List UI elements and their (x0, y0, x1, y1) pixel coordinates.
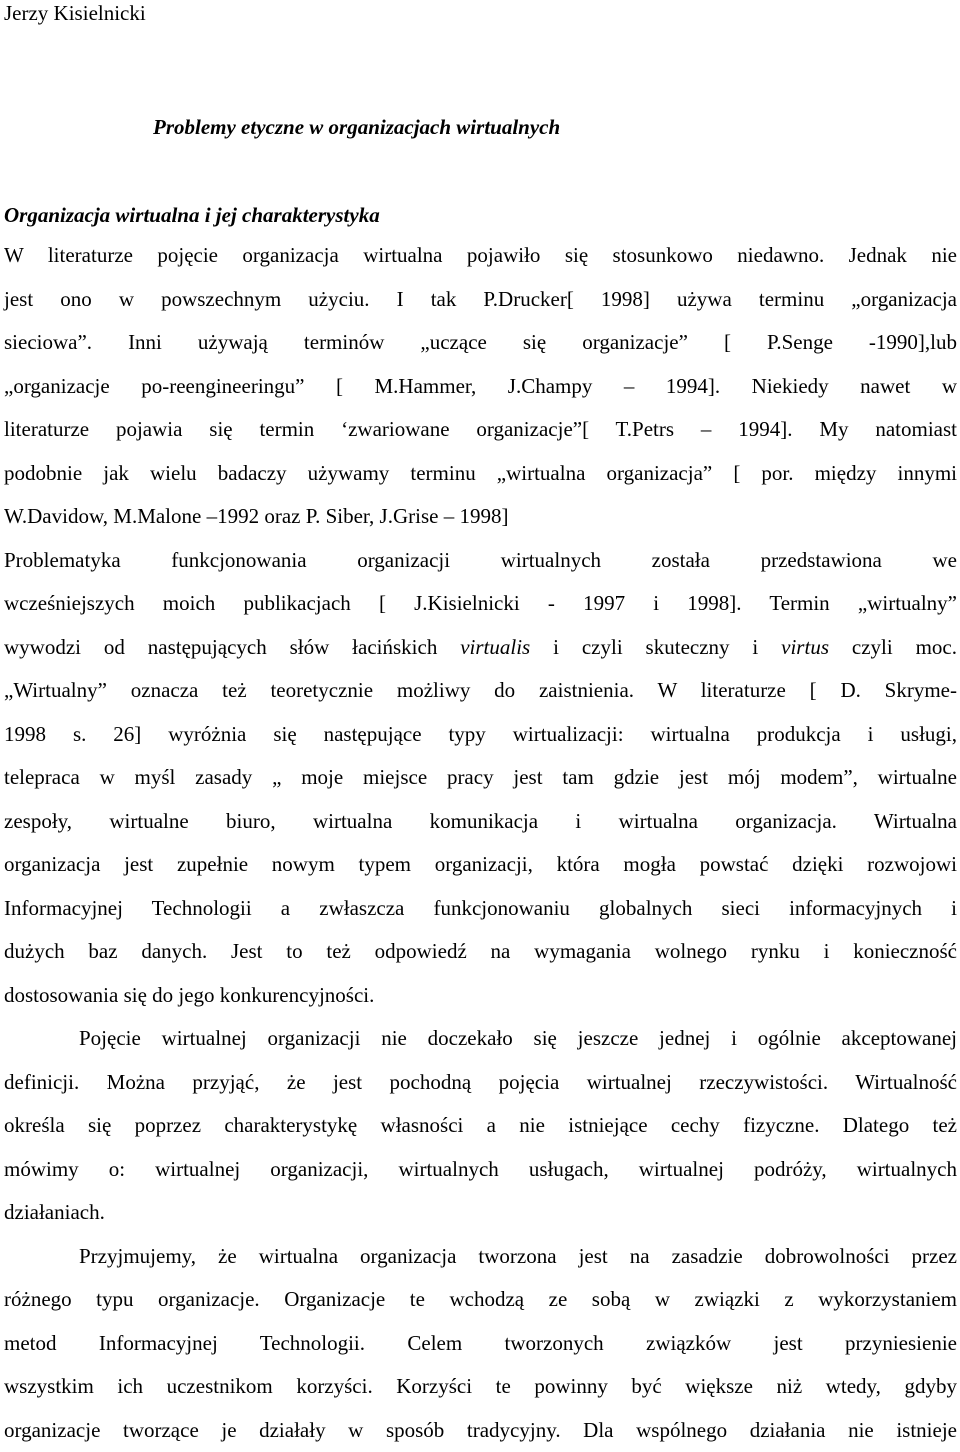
text-line: definicji. Można przyjąć, że jest pochodną pojęcia wirtualnej rzeczywistości. Wirtualność (4, 1061, 957, 1105)
text-line: Problematyka funkcjonowania organizacji wirtualnych została przedstawiona we (4, 539, 957, 583)
text-line: literaturze pojawia się termin ‘zwariowane organizacje”[ T.Petrs – 1994]. My natomiast (4, 408, 957, 452)
text-line: metod Informacyjnej Technologii. Celem tworzonych związków jest przyniesienie (4, 1322, 957, 1366)
text-line: telepraca w myśl zasady „ moje miejsce pracy jest tam gdzie jest mój modem”, wirtualne (4, 756, 957, 800)
text-line: W.Davidow, M.Malone –1992 oraz P. Siber, J.Grise – 1998] (4, 495, 957, 539)
text-line: wszystkim ich uczestnikom korzyści. Korzyści te powinny być większe niż wtedy, gdyby (4, 1365, 957, 1409)
text-line: Pojęcie wirtualnej organizacji nie doczekało się jeszcze jednej i ogólnie akceptowanej (4, 1017, 957, 1061)
text-line: sieciowa”. Inni używają terminów „uczące się organizacje” [ P.Senge -1990],lub (4, 321, 957, 365)
text-line: określa się poprzez charakterystykę własności a nie istniejące cechy fizyczne. Dlatego też (4, 1104, 957, 1148)
text-line: Przyjmujemy, że wirtualna organizacja tworzona jest na zasadzie dobrowolności przez (4, 1235, 957, 1279)
text-line: jest ono w powszechnym użyciu. I tak P.Drucker[ 1998] używa terminu „organizacja (4, 278, 957, 322)
text-line: zespoły, wirtualne biuro, wirtualna komunikacja i wirtualna organizacja. Wirtualna (4, 800, 957, 844)
text-line: W literaturze pojęcie organizacja wirtualna pojawiło się stosunkowo niedawno. Jednak nie (4, 234, 957, 278)
text-line: dostosowania się do jego konkurencyjności. (4, 974, 957, 1018)
latin-term: virtualis (460, 635, 530, 659)
text-line: mówimy o: wirtualnej organizacji, wirtualnych usługach, wirtualnej podróży, wirtualnych (4, 1148, 957, 1192)
section-heading: Organizacja wirtualna i jej charakterystyka (4, 202, 380, 228)
text-line: wcześniejszych moich publikacjach [ J.Kisielnicki - 1997 i 1998]. Termin „wirtualny” (4, 582, 957, 626)
text-line: działaniach. (4, 1191, 957, 1235)
text-line: 1998 s. 26] wyróżnia się następujące typy wirtualizacji: wirtualna produkcja i usługi, (4, 713, 957, 757)
text-line: organizacja jest zupełnie nowym typem organizacji, która mogła powstać dzięki rozwojowi (4, 843, 957, 887)
text-line: różnego typu organizacje. Organizacje te wchodzą ze sobą w związki z wykorzystaniem (4, 1278, 957, 1322)
author-name: Jerzy Kisielnicki (4, 0, 146, 26)
text-line: „organizacje po-reengineeringu” [ M.Hammer, J.Champy – 1994]. Niekiedy nawet w (4, 365, 957, 409)
text-line: organizacje tworzące je działały w sposób tradycyjny. Dla wspólnego działania nie istnieje (4, 1409, 957, 1452)
body-text (4, 234, 957, 1452)
text-line: Informacyjnej Technologii a zwłaszcza funkcjonowaniu globalnych sieci informacyjnych i (4, 887, 957, 931)
document-title: Problemy etyczne w organizacjach wirtualnych (153, 114, 560, 140)
latin-term: virtus (781, 635, 829, 659)
text-line: wywodzi od następujących słów łacińskich virtualis i czyli skuteczny i virtus czyli moc. (4, 626, 957, 670)
text-line: dużych baz danych. Jest to też odpowiedź na wymagania wolnego rynku i konieczność (4, 930, 957, 974)
text-line: podobnie jak wielu badaczy używamy terminu „wirtualna organizacja” [ por. między innymi (4, 452, 957, 496)
text-line: „Wirtualny” oznacza też teoretycznie możliwy do zaistnienia. W literaturze [ D. Skryme- (4, 669, 957, 713)
